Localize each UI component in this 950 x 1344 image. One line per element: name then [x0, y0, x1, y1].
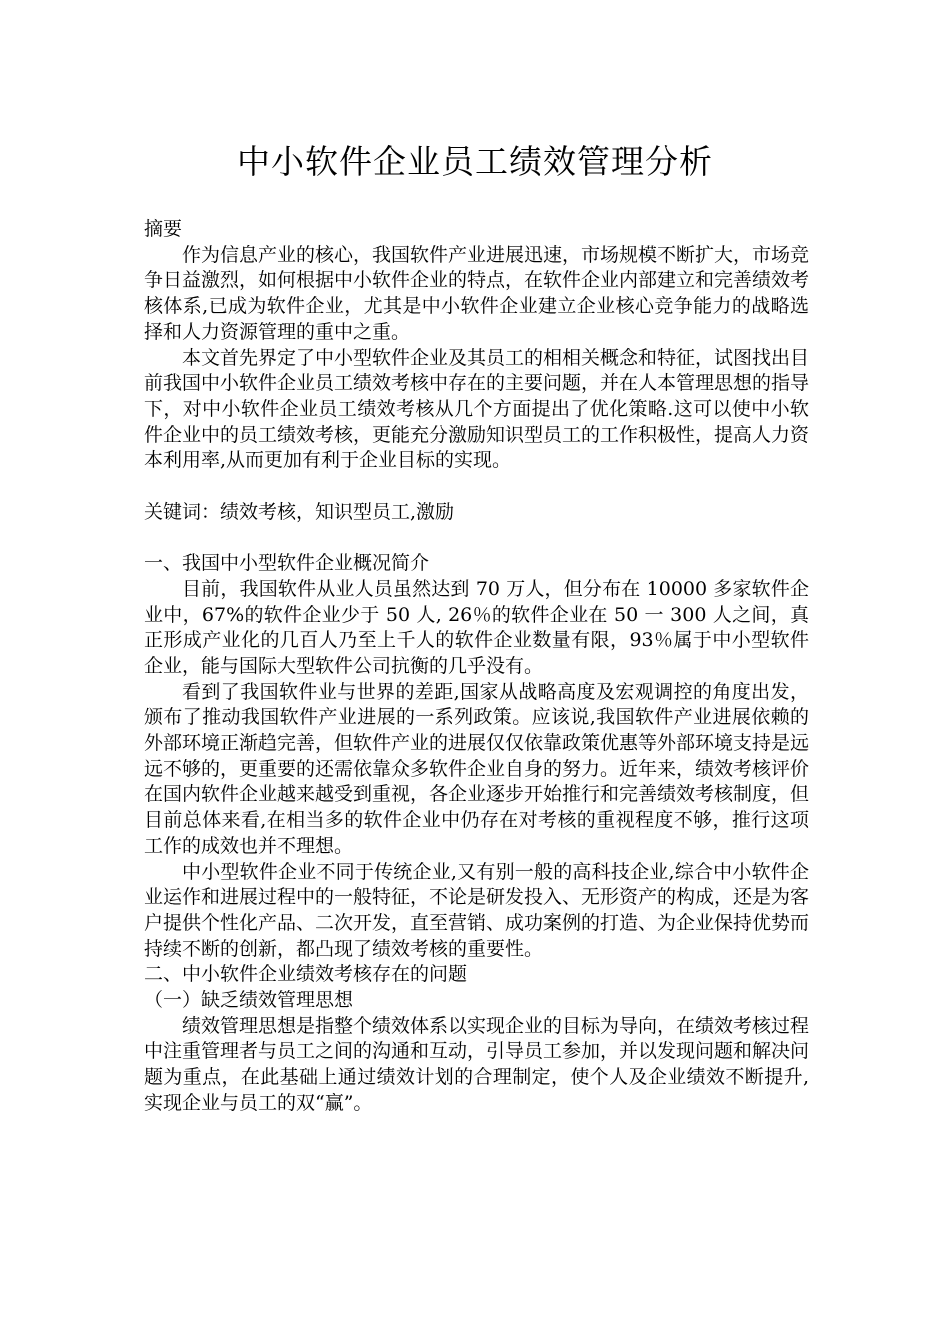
- section-2-heading: 二、中小软件企业绩效考核存在的问题: [144, 963, 468, 986]
- document-body: [144, 217, 809, 1117]
- document-title: 中小软件企业员工绩效管理分析: [237, 142, 713, 181]
- abstract-paragraph-1: 作为信息产业的核心，我国软件产业进展迅速，市场规模不断扩大，市场竞争日益激烈，如何根据中小软件企业的特点，在软件企业内部建立和完善绩效考核体系,已成为软件企业，尤其是中小软件企业建立企业核心竞争能力的战略选择和人力资源管理的重中之重。: [144, 243, 810, 343]
- blank-line: [144, 474, 809, 500]
- section-2-subheading-1: （一）缺乏绩效管理思想: [144, 989, 354, 1012]
- abstract-paragraph-2: 本文首先界定了中小型软件企业及其员工的相相关概念和特征，试图找出目前我国中小软件企业员工绩效考核中存在的主要问题，并在人本管理思想的指导下，对中小软件企业员工绩效考核从几个方面提出了优化策略.这可以使中小软件企业中的员工绩效考核，更能充分激励知识型员工的工作积极性，提高人力资本利用率,从而更加有利于企业目标的实现。: [144, 346, 810, 472]
- section-1-paragraph-1: 目前，我国软件从业人员虽然达到 70 万人，但分布在 10000 多家软件企业中，67%的软件企业少于 50 人, 26％的软件企业在 50 一 300 人之间，真正形成产业化的几百人乃至上千人的软件企业数量有限，93％属于中小型软件企业，能与国际大型软件公司抗衡的几乎没有。: [144, 577, 809, 677]
- blank-line: [144, 525, 809, 551]
- abstract-heading: 摘要: [144, 218, 183, 240]
- section-2-paragraph-1: 绩效管理思想是指整个绩效体系以实现企业的目标为导向，在绩效考核过程中注重管理者与员工之间的沟通和互动，引导员工参加，并以发现问题和解决问题为重点，在此基础上通过绩效计划的合理制定，使个人及企业绩效不断提升,实现企业与员工的双“赢”。: [144, 1014, 810, 1114]
- keywords-line: 关键词：绩效考核，知识型员工,激励: [144, 500, 455, 523]
- section-1-paragraph-2: 看到了我国软件业与世界的差距,国家从战略高度及宏观调控的角度出发，颁布了推动我国软件产业进展的一系列政策。应该说,我国软件产业进展依赖的外部环境正渐趋完善，但软件产业的进展仅仅依靠政策优惠等外部环境支持是远远不够的，更重要的还需依靠众多软件企业自身的努力。近年来，绩效考核评价在国内软件企业越来越受到重视，各企业逐步开始推行和完善绩效考核制度，但目前总体来看,在相当多的软件企业中仍存在对考核的重视程度不够，推行这项工作的成效也并不理想。: [144, 680, 810, 857]
- section-1-heading: 一、我国中小型软件企业概况简介: [144, 552, 430, 575]
- section-1-paragraph-3: 中小型软件企业不同于传统企业,又有别一般的高科技企业,综合中小软件企业运作和进展过程中的一般特征，不论是研发投入、无形资产的构成，还是为客户提供个性化产品、二次开发，直至营销、成功案例的打造、为企业保持优势而持续不断的创新，都凸现了绩效考核的重要性。: [144, 860, 810, 960]
